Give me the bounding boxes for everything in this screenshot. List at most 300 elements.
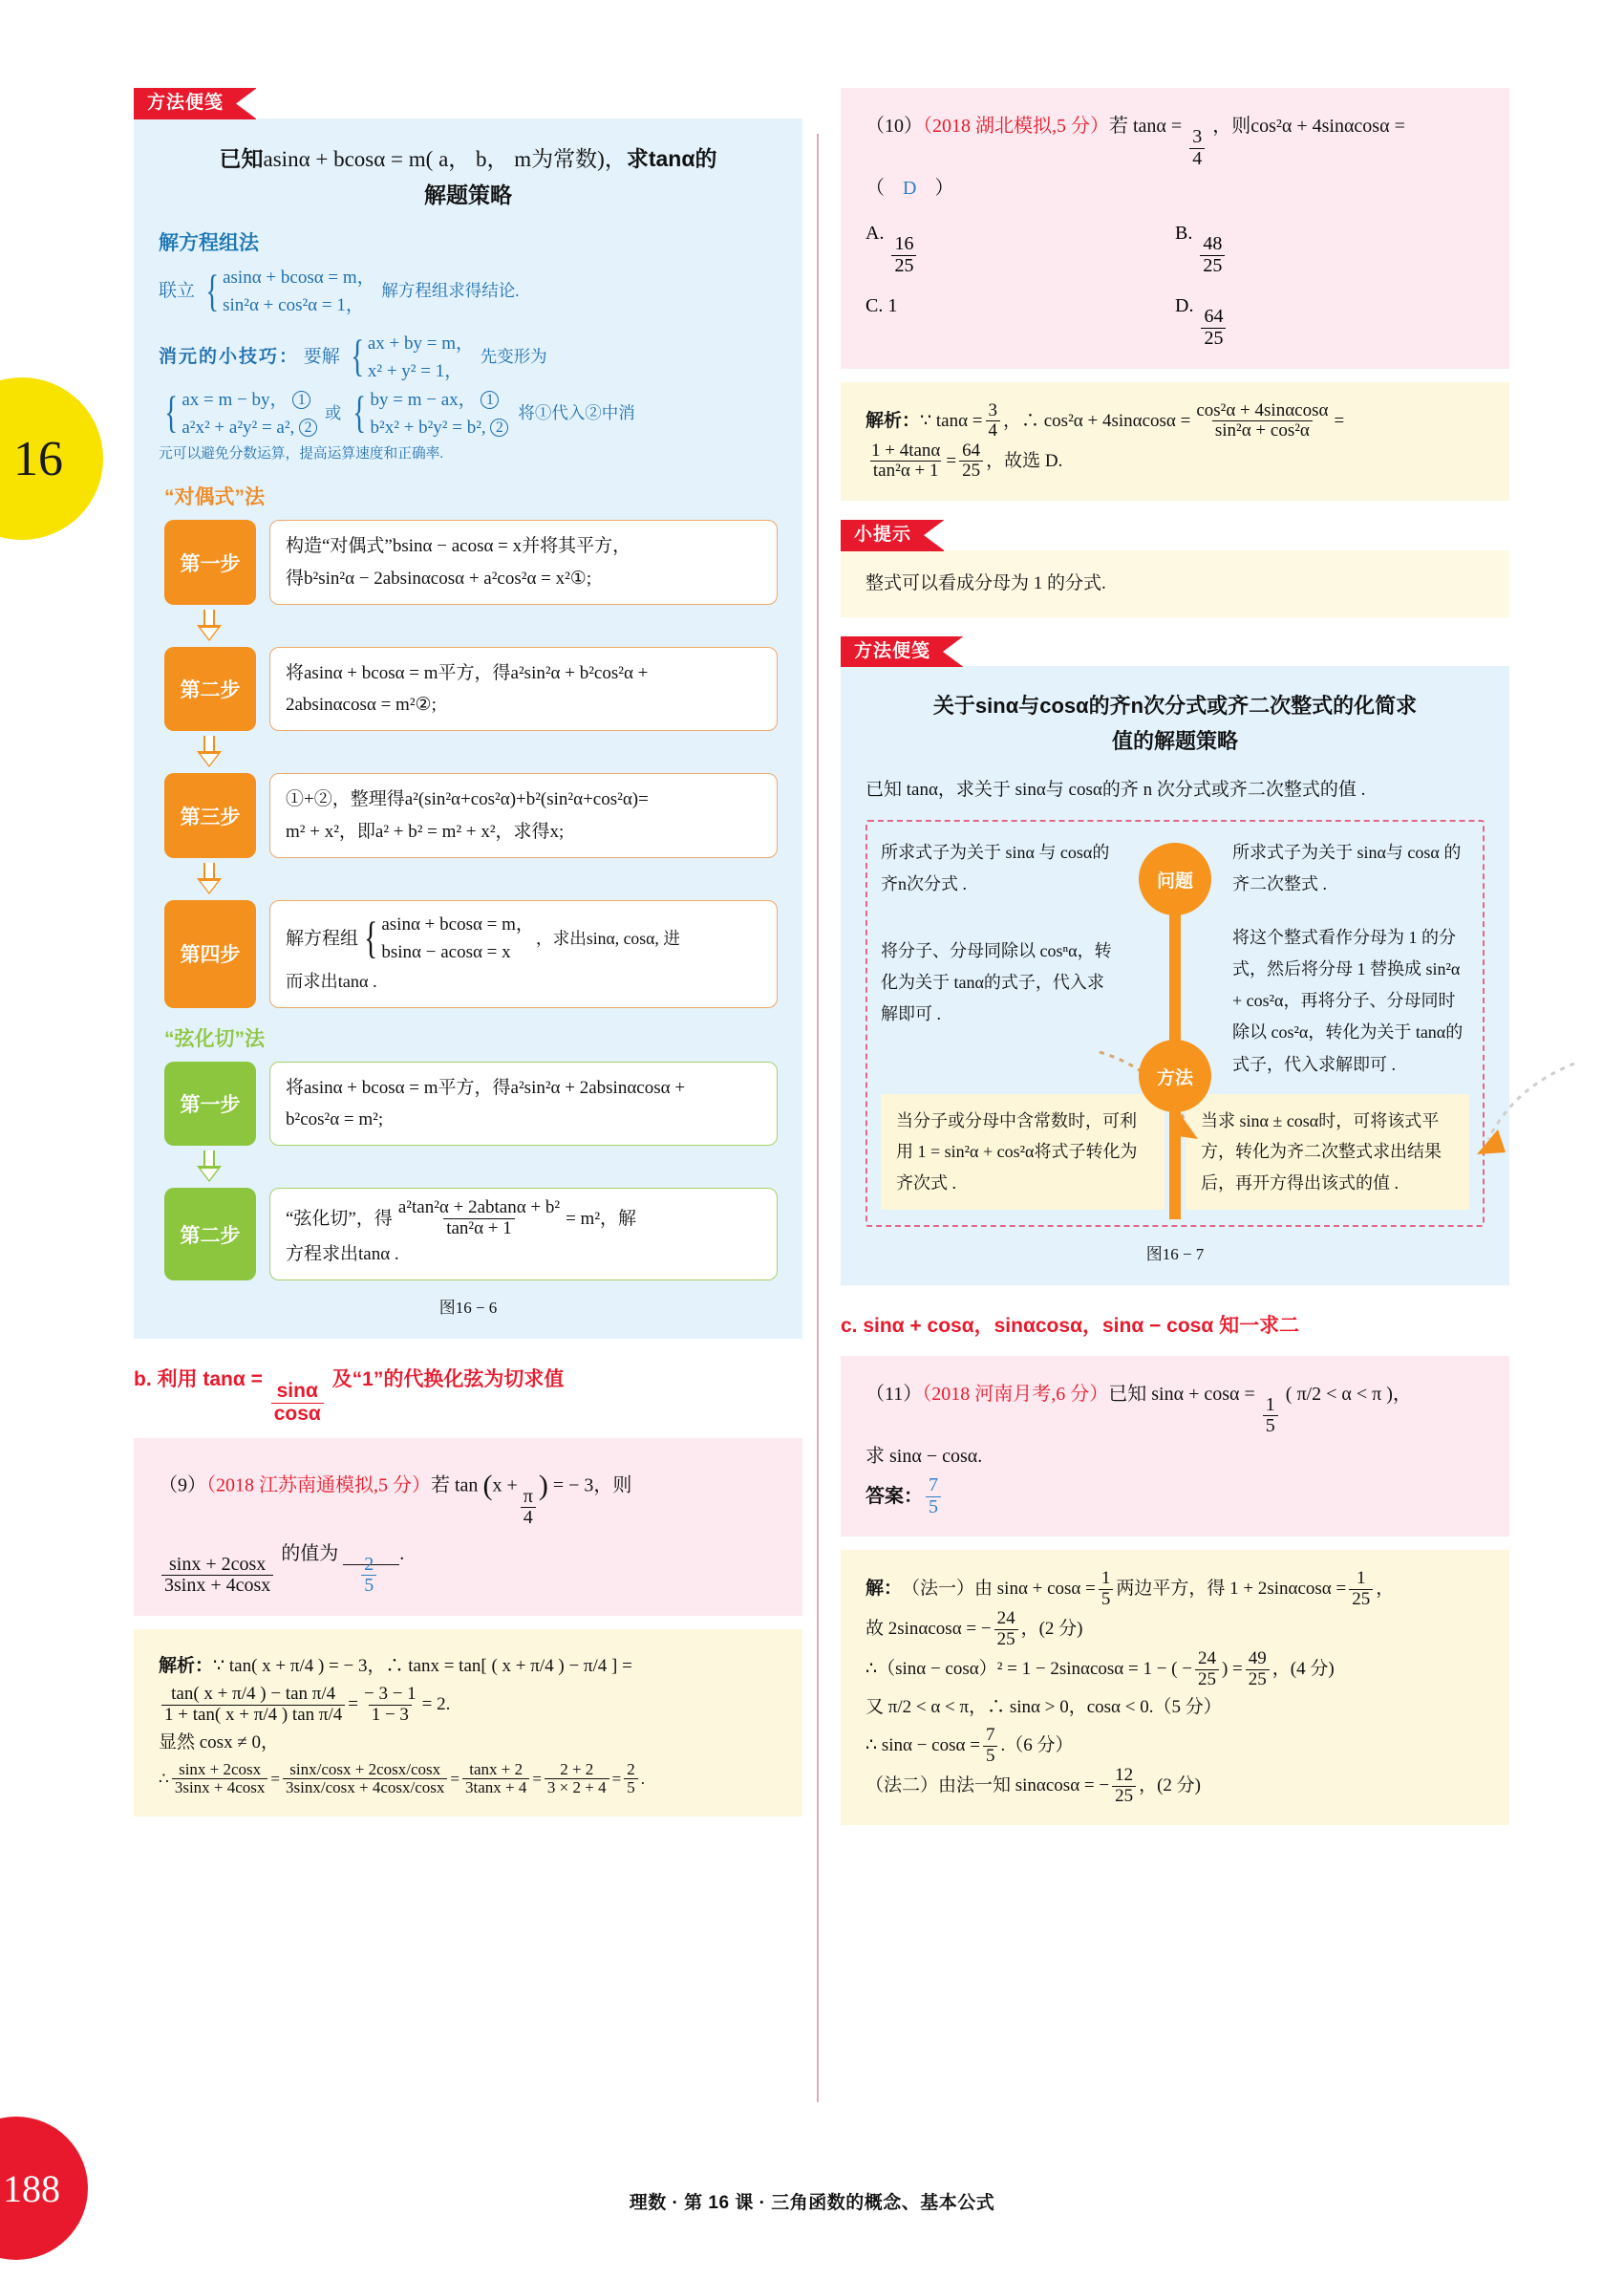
fraction (1112, 1766, 1136, 1806)
fraction-numerator: cos²α + 4sinαcosα (1196, 399, 1329, 420)
flow-arrow-icon (197, 610, 222, 642)
problem-arg-prefix: x + (492, 1474, 518, 1496)
brace-bar: { (350, 333, 364, 382)
elimination-final-text: 元可以避免分数运算，提高运算速度和正确率. (159, 446, 444, 462)
step-line: ①+②，整理得a²(sin²α+cos²α)+b²(sin²α+cos²α)= (286, 789, 649, 810)
fraction (1195, 1649, 1219, 1689)
step-line (286, 911, 761, 967)
step-line: 方程求出tanα . (286, 1244, 399, 1265)
solution-9-line-1 (159, 1648, 778, 1685)
step-line: 而求出tanα . (286, 971, 377, 991)
fraction-numerator: 16 (894, 233, 914, 255)
mindmap-center (1129, 837, 1221, 1088)
mindmap-right-problem: 所求式子为关于 sinα与 cosα 的齐二次整式 . (1232, 843, 1462, 894)
subsection-b-prefix: b. 利用 tanα = (134, 1368, 263, 1391)
fraction (1189, 127, 1205, 169)
equation-row (371, 414, 509, 441)
solution-11-line-4: 又 π/2 < α < π，∴ sinα > 0，cosα < 0.（5 分） (865, 1697, 1222, 1718)
mindmap-left-problem: 所求式子为关于 sinα 与 cosα的齐n次分式 . (881, 843, 1110, 894)
equation-row: ax + by = m， (367, 333, 475, 354)
step-line: 将asinα + bcosα = m平方，得a²sin²α + b²cos²α + (286, 662, 649, 683)
method-2-title (865, 689, 1485, 759)
step-row-2 (164, 647, 778, 732)
method-note-2-panel (841, 666, 1509, 1285)
fraction-denominator: 5 (1099, 1589, 1114, 1610)
equation-row (371, 386, 509, 414)
fraction (161, 1685, 345, 1725)
equation-row: asinα + bcosα = m， (223, 267, 375, 288)
fraction (1099, 1569, 1114, 1609)
paren-open: ( (482, 1470, 493, 1502)
problem-source: （2018 河南月考,6 分） (922, 1383, 1109, 1405)
fraction-denominator: 5 (983, 1746, 998, 1767)
solution-tail: = 2. (421, 1694, 451, 1715)
fraction (868, 441, 943, 482)
fraction-denominator: 25 (1200, 255, 1225, 277)
fraction (1193, 401, 1331, 441)
method-title-suffix: 求tanα的 (626, 145, 717, 171)
problem-9-second-line (159, 1535, 778, 1597)
fraction-numerator: sinx + 2cosx (169, 1553, 267, 1575)
method-note-tag: 方法便笺 (134, 88, 256, 119)
fraction-numerator: a²tan²α + 2abtanα + b² (397, 1197, 561, 1218)
fraction (624, 1761, 638, 1797)
lead-text: 联立 (159, 280, 196, 301)
brace-rows (381, 911, 534, 967)
method-title-line2: 解题策略 (424, 182, 512, 207)
step-content (269, 1062, 778, 1147)
mindmap-stem (1169, 1107, 1181, 1219)
problem-tail: 的值为 (281, 1542, 339, 1564)
equals-sign: = (532, 1769, 542, 1788)
fraction (545, 1761, 609, 1797)
fraction-denominator: tan²α + 1 (443, 1218, 515, 1239)
problem-body-prefix: 若 tanα = (1109, 116, 1183, 137)
brace-group-1 (160, 386, 317, 442)
tail-text: 解方程组求得结论. (381, 280, 520, 300)
paren-close: ) (538, 1470, 548, 1502)
fraction-numerator: 2 (627, 1760, 635, 1779)
figure-caption-16-7: 图16 − 7 (1145, 1245, 1205, 1264)
method-note-2-ribbon-wrap (841, 636, 1509, 668)
solution-9-line-3: 显然 cosx ≠ 0， (159, 1732, 280, 1753)
brace-group (202, 264, 375, 320)
fraction (1349, 1569, 1373, 1609)
solution-label: 解： (865, 1579, 903, 1600)
method-2-lead: 已知 tanα，求关于 sinα与 cosα的齐 n 次分式或齐二次整式的值 . (865, 780, 1366, 800)
fraction-denominator: 5 (1263, 1415, 1278, 1437)
equals-sign: = (270, 1769, 281, 1788)
solution-end: ，(4 分) (1271, 1659, 1335, 1680)
chord-to-tangent-heading: “弦化切”法 (164, 1027, 265, 1050)
step-line: 将asinα + bcosα = m平方，得a²sin²α + 2absinαcosα + (286, 1077, 686, 1098)
step-badge: 第一步 (164, 520, 256, 605)
step-line: b²cos²α = m²; (286, 1108, 384, 1129)
step-row-3 (164, 773, 778, 858)
solution-prefix: 故 2sinαcosα = − (865, 1619, 992, 1640)
dotted-arrow-right-icon (1469, 1059, 1584, 1164)
fraction (986, 401, 1001, 441)
problem-number: （11） (865, 1383, 923, 1405)
step-text: = m²，解 (566, 1208, 637, 1229)
bracket-close: ） (934, 178, 954, 200)
step-content (269, 647, 778, 732)
equation-system-line (159, 264, 778, 320)
option-label: D. (1175, 295, 1194, 317)
fraction-denominator: 4 (986, 420, 1001, 441)
fraction (891, 234, 916, 276)
step-line: m² + x²，即a² + b² = m² + x²，求得x; (286, 821, 565, 842)
option-a (865, 213, 1175, 276)
step-content (269, 900, 778, 1008)
equation-row: sin²α + cos²α = 1， (223, 295, 364, 316)
problem-10-answer-bracket (865, 169, 1485, 207)
tip-text: 整式可以看成分母为 1 的分式. (865, 572, 1106, 593)
fraction-denominator: 3 × 2 + 4 (545, 1778, 609, 1796)
problem-10-statement (865, 107, 1485, 169)
step-line: 2absinαcosα = m²②; (286, 695, 437, 716)
equation-text: b²x² + b²y² = b², (370, 417, 486, 438)
equation-row: x² + y² = 1， (367, 361, 463, 382)
step-badge: 第二步 (164, 1188, 256, 1280)
fraction (983, 1726, 998, 1766)
solution-11-line-2 (865, 1609, 1485, 1649)
fraction-numerator: tanx + 2 (469, 1760, 524, 1779)
right-column (841, 88, 1509, 1825)
solution-end: ，(2 分) (1139, 1775, 1201, 1796)
subheading-equation-system: 解方程组法 (159, 231, 259, 254)
brace-bar: { (364, 914, 378, 963)
fraction (1200, 234, 1225, 276)
dual-expression-heading: “对偶式”法 (164, 486, 265, 509)
equals-sign: = (1334, 410, 1345, 431)
step-badge: 第二步 (164, 647, 256, 732)
brace-rows (182, 386, 317, 442)
brace-rows (371, 386, 509, 442)
solution-mid: ，∴ cos²α + 4sinαcosα = (1003, 410, 1191, 431)
option-label: A. (865, 223, 885, 245)
fraction-denominator: 1 − 3 (369, 1705, 412, 1726)
fraction-denominator: 1 + tan( x + π/4 ) tan π/4 (161, 1705, 345, 1726)
problem-body-prefix: 已知 sinα + cosα = (1108, 1383, 1255, 1405)
fraction-numerator: 1 (1356, 1568, 1366, 1589)
brace-rows (368, 330, 474, 386)
problem-number: （10） (865, 116, 923, 137)
step-badge: 第四步 (164, 900, 256, 1008)
mindmap-right-note: 当求 sinα ± cosα时，可将该式平方，转化为齐二次整式求出结果后，再开方得出该式的值 . (1186, 1094, 1469, 1210)
solution-mid: 两边平方，得 1 + 2sinαcosα = (1116, 1579, 1347, 1600)
solution-9-line-4 (159, 1761, 778, 1797)
brace-bar: { (164, 389, 179, 439)
fraction-numerator: 64 (1204, 306, 1224, 328)
solution-prefix: ∴ sinα − cosα = (865, 1735, 980, 1756)
step-badge: 第三步 (164, 773, 256, 858)
flow-arrow-icon (197, 1150, 222, 1183)
option-value: 1 (887, 295, 898, 317)
marker-two: 2 (299, 419, 317, 437)
solution-prefix: ∴（sinα − cosα）² = 1 − 2sinαcosα = 1 − ( − (865, 1659, 1192, 1680)
problem-source: （2018 湖北模拟,5 分） (923, 116, 1109, 137)
fraction-denominator: 3sinx + 4cosx (172, 1778, 268, 1796)
equation-text: a²x² + a²y² = a², (182, 417, 295, 438)
fraction (361, 1685, 419, 1725)
problem-source: （2018 江苏南通模拟,5 分） (206, 1474, 431, 1496)
substitute-text: 将①代入②中消 (518, 403, 635, 423)
fraction-numerator: sinα (276, 1379, 318, 1402)
fraction (283, 1761, 447, 1797)
fraction-denominator: 3tanx + 4 (462, 1778, 529, 1796)
problem-body-prefix: 若 tan (431, 1474, 479, 1496)
problem-10-options (865, 213, 1485, 349)
left-column (134, 88, 802, 1817)
elimination-heading: 消元的小技巧： (159, 346, 300, 367)
mindmap-figure-16-7 (865, 820, 1485, 1227)
option-d (1175, 286, 1485, 349)
fraction (521, 1487, 536, 1529)
equation-text: ax = m − by， (182, 389, 288, 410)
elimination-tail: 先变形为 (480, 346, 547, 366)
tip-ribbon-wrap (841, 520, 1509, 551)
solution-text: ∵ tan( x + π/4 ) = − 3，∴ tanx = tan[ ( x + π/4 ) − π/4 ] = (213, 1656, 632, 1677)
mindmap-left-column (881, 837, 1129, 1081)
method-2-title-line2: 值的解题策略 (1111, 728, 1238, 753)
fraction-denominator: tan²α + 1 (870, 461, 942, 482)
mindmap-node-problem: 问题 (1139, 843, 1211, 915)
fraction (994, 1609, 1018, 1649)
brace-rows (223, 264, 375, 320)
fraction-numerator: tan( x + π/4 ) − tan π/4 (171, 1684, 336, 1705)
solution-11-line-6 (865, 1766, 1485, 1806)
solution-10-line-1 (865, 401, 1485, 441)
column-divider (817, 134, 819, 2102)
fraction-numerator: 64 (962, 440, 981, 461)
option-label: B. (1175, 223, 1193, 245)
fraction-denominator: 25 (1349, 1589, 1373, 1610)
mindmap-left-note: 当分子或分母中含常数时，可利用 1 = sin²α + cos²α将式子转化为齐次式 . (881, 1094, 1165, 1210)
chapter-number: 16 (13, 431, 63, 486)
brace-group (360, 911, 534, 967)
mindmap-stem (1169, 904, 1181, 1047)
tip-tag: 小提示 (841, 520, 944, 551)
fraction-numerator: 1 (1265, 1393, 1275, 1415)
step-line (286, 1198, 761, 1238)
equation-text: by = m − ax， (370, 389, 477, 410)
fraction-denominator: 4 (521, 1507, 536, 1529)
problem-11-statement (865, 1375, 1485, 1437)
fraction (462, 1761, 529, 1797)
therefore-symbol: ∴ (159, 1769, 169, 1788)
page-number: 188 (3, 2166, 60, 2210)
fraction-denominator: cosα (271, 1403, 324, 1426)
chord-step-row-1 (164, 1062, 778, 1147)
step-line: 构造“对偶式”bsinα − acosα = x并将其平方， (286, 536, 631, 557)
equation-row: asinα + bcosα = m， (381, 914, 534, 935)
figure-caption-16-6: 图16 − 6 (438, 1299, 498, 1318)
solution-10-panel (841, 382, 1509, 501)
problem-11-answer (865, 1475, 1485, 1517)
brace-group-2 (349, 386, 508, 442)
flow-arrow-icon (197, 863, 222, 895)
solution-end: ，(2 分) (1020, 1619, 1083, 1640)
solution-11-line-3 (865, 1649, 1485, 1689)
step-row-4 (164, 900, 778, 1008)
fraction (959, 441, 983, 482)
fraction-numerator: sinx + 2cosx (179, 1760, 262, 1779)
answer-blank (343, 1543, 399, 1597)
mindmap-right-column (1221, 837, 1469, 1081)
solution-9-panel (134, 1629, 802, 1817)
solution-end: .（6 分） (1000, 1735, 1074, 1756)
option-b (1175, 213, 1485, 276)
problem-9-statement (159, 1457, 778, 1529)
step-row-1 (164, 520, 778, 605)
option-c (865, 286, 1175, 349)
equals-sign: = (450, 1769, 459, 1788)
answer-fraction (361, 1555, 376, 1597)
solution-end: ， (1376, 1579, 1395, 1600)
or-text: 或 (325, 403, 342, 422)
method-note-tag-2: 方法便笺 (841, 636, 963, 668)
solution-11-panel (841, 1550, 1509, 1825)
fraction-numerator: 12 (1115, 1765, 1134, 1786)
fraction-numerator: 48 (1203, 233, 1223, 255)
brace-bar: { (353, 389, 367, 439)
step-text: “弦化切”，得 (286, 1208, 393, 1229)
elimination-lead: 要解 (303, 346, 340, 367)
fraction-numerator: 7 (985, 1725, 995, 1746)
answer-label: 答案： (865, 1486, 923, 1508)
fraction-numerator: 24 (996, 1608, 1015, 1629)
fraction-denominator: 25 (1195, 1669, 1219, 1690)
fraction-denominator: 5 (926, 1496, 941, 1518)
fraction-numerator: − 3 − 1 (363, 1684, 417, 1705)
tip-panel (841, 550, 1509, 617)
equation-row (182, 386, 317, 414)
fraction-numerator: 3 (1192, 126, 1203, 147)
fraction-numerator: 24 (1197, 1648, 1216, 1669)
subsection-c-heading: c. sinα + cosα，sinαcosα，sinα − cosα 知一求二 (841, 1315, 1300, 1338)
chapter-number-badge (0, 377, 103, 540)
marker-two: 2 (490, 419, 508, 437)
flow-arrow-icon (197, 736, 222, 768)
problem-number: （9） (159, 1474, 206, 1496)
marker-one: 1 (292, 391, 310, 409)
solution-9-line-2 (159, 1685, 778, 1725)
brace-group (347, 330, 475, 386)
problem-11-second-line: 求 sinα − cosα. (865, 1446, 983, 1468)
equation-row: bsinα − acosα = x (381, 942, 511, 963)
fraction-denominator: 25 (959, 461, 983, 482)
fraction (1263, 1395, 1278, 1437)
solution-10-line-2 (865, 441, 1485, 482)
method-title (159, 141, 778, 214)
problem-body-suffix: ， (1392, 1383, 1412, 1405)
brace-bar: { (205, 267, 219, 316)
step-line: 得b²sin²α − 2absinαcosα + a²cos²α = x²①; (286, 568, 592, 589)
step-content (269, 520, 778, 605)
fraction (161, 1555, 273, 1597)
fraction (271, 1381, 324, 1425)
solution-label: 解析： (159, 1656, 214, 1677)
method-title-prefix: 已知 (219, 145, 264, 171)
answer-fraction (926, 1475, 941, 1517)
chord-step-row-2 (164, 1188, 778, 1280)
mindmap-node-method: 方法 (1139, 1040, 1211, 1112)
equation-row (182, 414, 317, 441)
fraction (1201, 307, 1226, 349)
fraction-denominator: 4 (1189, 148, 1205, 170)
elimination-trick-line (159, 330, 778, 386)
solution-label: 解析： (865, 410, 921, 431)
fraction-denominator: 25 (891, 255, 916, 277)
elimination-groups-line (159, 386, 778, 442)
step-content (269, 1188, 778, 1280)
solution-prefix: （法一）由 sinα + cosα = (902, 1579, 1096, 1600)
period: . (399, 1542, 405, 1564)
equals-sign: = (348, 1694, 358, 1715)
problem-condition: ( π/2 < α < π ) (1285, 1383, 1393, 1405)
fraction-denominator: 25 (1246, 1669, 1270, 1690)
problem-body-suffix: ，则cos²α + 4sinαcosα = (1212, 116, 1405, 137)
solution-11-line-1 (865, 1569, 1485, 1609)
fraction-denominator: 5 (624, 1778, 638, 1796)
fraction-numerator: 3 (988, 399, 997, 420)
mindmap-right-method: 将这个整式看作分母为 1 的分式，然后将分母 1 替换成 sin²α + cos²α，再将分子、分母同时除以 cos²α，转化为关于 tanα的式子，代入求解即可 . (1232, 927, 1464, 1074)
fraction-numerator: 49 (1248, 1648, 1267, 1669)
bracket-open: （ (865, 178, 885, 200)
fraction-numerator: 2 + 2 (560, 1760, 594, 1779)
solution-mid: ) = (1221, 1659, 1243, 1680)
page-footer: 理数 · 第 16 课 · 三角函数的概念、基本公式 (629, 2193, 995, 2213)
fraction-numerator: 1 + 4tanα (871, 440, 941, 461)
solution-tail: ，故选 D. (986, 450, 1063, 471)
answer-letter: D (903, 178, 917, 200)
fraction-denominator: 5 (361, 1575, 376, 1597)
solution-prefix: （法二）由法一知 sinαcosα = − (865, 1775, 1110, 1796)
fraction-denominator: 3sinx/cosx + 4cosx/cosx (283, 1778, 447, 1796)
marker-one: 1 (481, 391, 499, 409)
fraction-denominator: 3sinx + 4cosx (161, 1575, 273, 1597)
equals-sign: = (946, 450, 957, 471)
method-title-math: asinα + bcosα = m( a， b， m为常数)， (263, 146, 627, 171)
subsection-b-heading (134, 1364, 802, 1425)
solution-prefix: ∵ tanα = (920, 410, 983, 431)
method-note-ribbon-wrap (134, 88, 802, 119)
step-content (269, 773, 778, 858)
problem-11-panel (841, 1356, 1509, 1537)
fraction (1246, 1649, 1270, 1689)
period: . (640, 1769, 645, 1788)
problem-10-panel (841, 88, 1509, 369)
fraction-denominator: 25 (994, 1629, 1018, 1650)
method-note-panel (134, 118, 802, 1340)
step-text: ，求出sinα, cosα, 进 (535, 928, 680, 948)
step-badge: 第一步 (164, 1062, 256, 1147)
step-text: 解方程组 (286, 928, 359, 949)
mindmap-left-method: 将分子、分母同除以 cosⁿα，转化为关于 tanα的式子，代入求解即可 . (881, 940, 1112, 1024)
option-label: C. (865, 295, 884, 317)
fraction-numerator: 2 (364, 1553, 374, 1575)
fraction-numerator: π (523, 1485, 533, 1507)
fraction-numerator: 7 (929, 1474, 938, 1496)
subsection-b-suffix: 及“1”的代换化弦为切求值 (331, 1368, 565, 1391)
problem-body-suffix: = − 3，则 (552, 1474, 632, 1496)
fraction-denominator: 25 (1201, 328, 1226, 350)
solution-11-line-5 (865, 1726, 1485, 1766)
fraction-denominator: sin²α + cos²α (1212, 420, 1313, 441)
fraction-denominator: 25 (1112, 1786, 1136, 1807)
fraction-numerator: sinx/cosx + 2cosx/cosx (289, 1760, 441, 1779)
